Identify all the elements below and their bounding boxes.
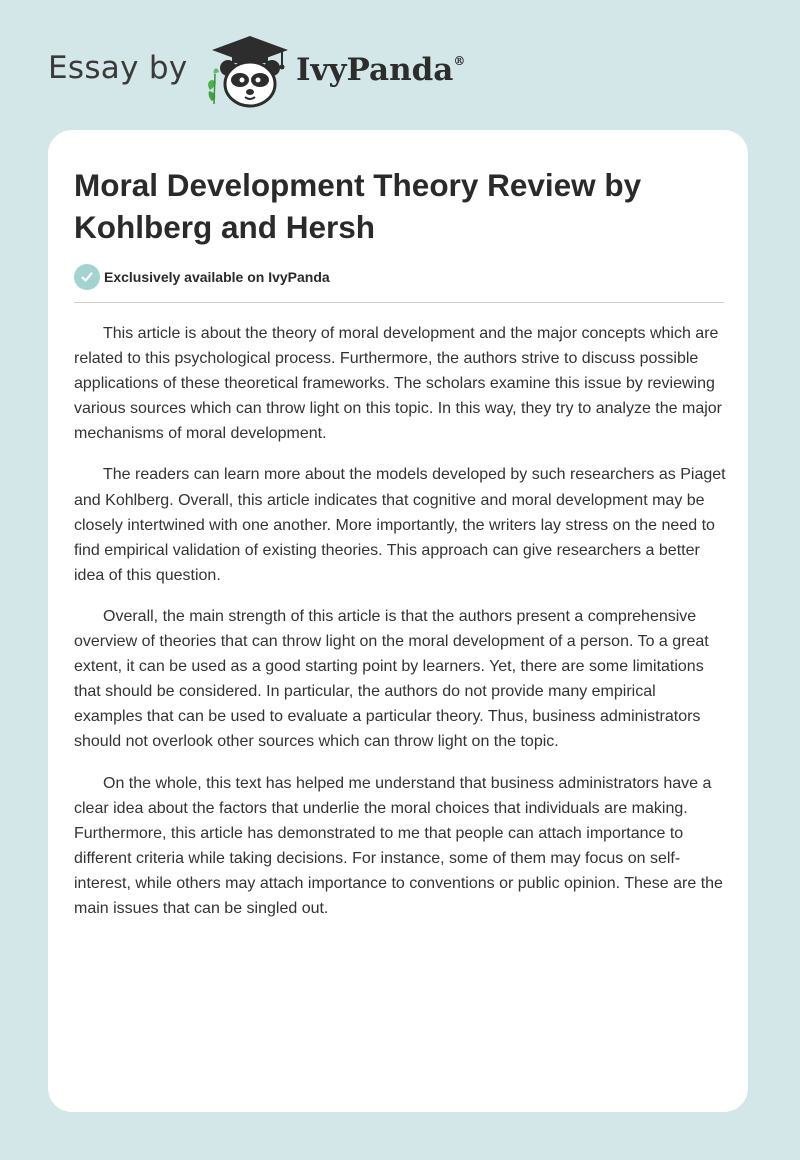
brand-name[interactable]: IvyPanda® [296, 52, 466, 88]
essay-by-label: Essay by [48, 50, 188, 86]
paragraph: The readers can learn more about the models developed by such researchers as Piaget and Kohlberg. Overall, this article indicates that cognitive and moral development may be closely intertwined with one another. More importantly, the writers lay stress on the need to find empirical validation of existing theories. This approach can give researchers a better idea of this question. [74, 466, 726, 584]
essay-title: Moral Development Theory Review by Kohlberg and Hersh [74, 167, 642, 245]
divider [74, 302, 724, 303]
badge-label: Exclusively available on IvyPanda [104, 269, 330, 285]
essay-card [48, 130, 748, 1112]
paragraph: This article is about the theory of moral development and the major concepts which are related to this psychological process. Furthermore, the authors strive to discuss possible applications of these theoretical frameworks. The scholars examine this issue by reviewing various sources which can throw light on this topic. In this way, they try to analyze the major mechanisms of moral development. [74, 325, 722, 443]
checkmark-icon [74, 264, 100, 290]
paragraph: On the whole, this text has helped me understand that business administrators have a clear idea about the factors that underlie the moral choices that individuals are making. Furthermore, this article has demonstrated to me that people can attach importance to different criteria while taking decisions. For instance, some of them may focus on self-interest, while others may attach importance to conventions or public opinion. These are the main issues that can be singled out. [74, 774, 723, 917]
registered-mark: ® [453, 54, 466, 68]
paragraph: Overall, the main strength of this article is that the authors present a comprehensive overview of theories that can throw light on the moral development of a person. To a great extent, it can be used as a good starting point by learners. Yet, there are some limitations that should be considered. In particular, the authors do not provide many empirical examples that can be used to evaluate a particular theory. Thus, business administrators should not overlook other sources which can throw light on the topic. [74, 607, 709, 751]
site-header [48, 30, 748, 110]
panda-logo-icon[interactable] [202, 34, 290, 110]
essay-body [74, 321, 726, 937]
exclusive-badge [74, 264, 330, 290]
